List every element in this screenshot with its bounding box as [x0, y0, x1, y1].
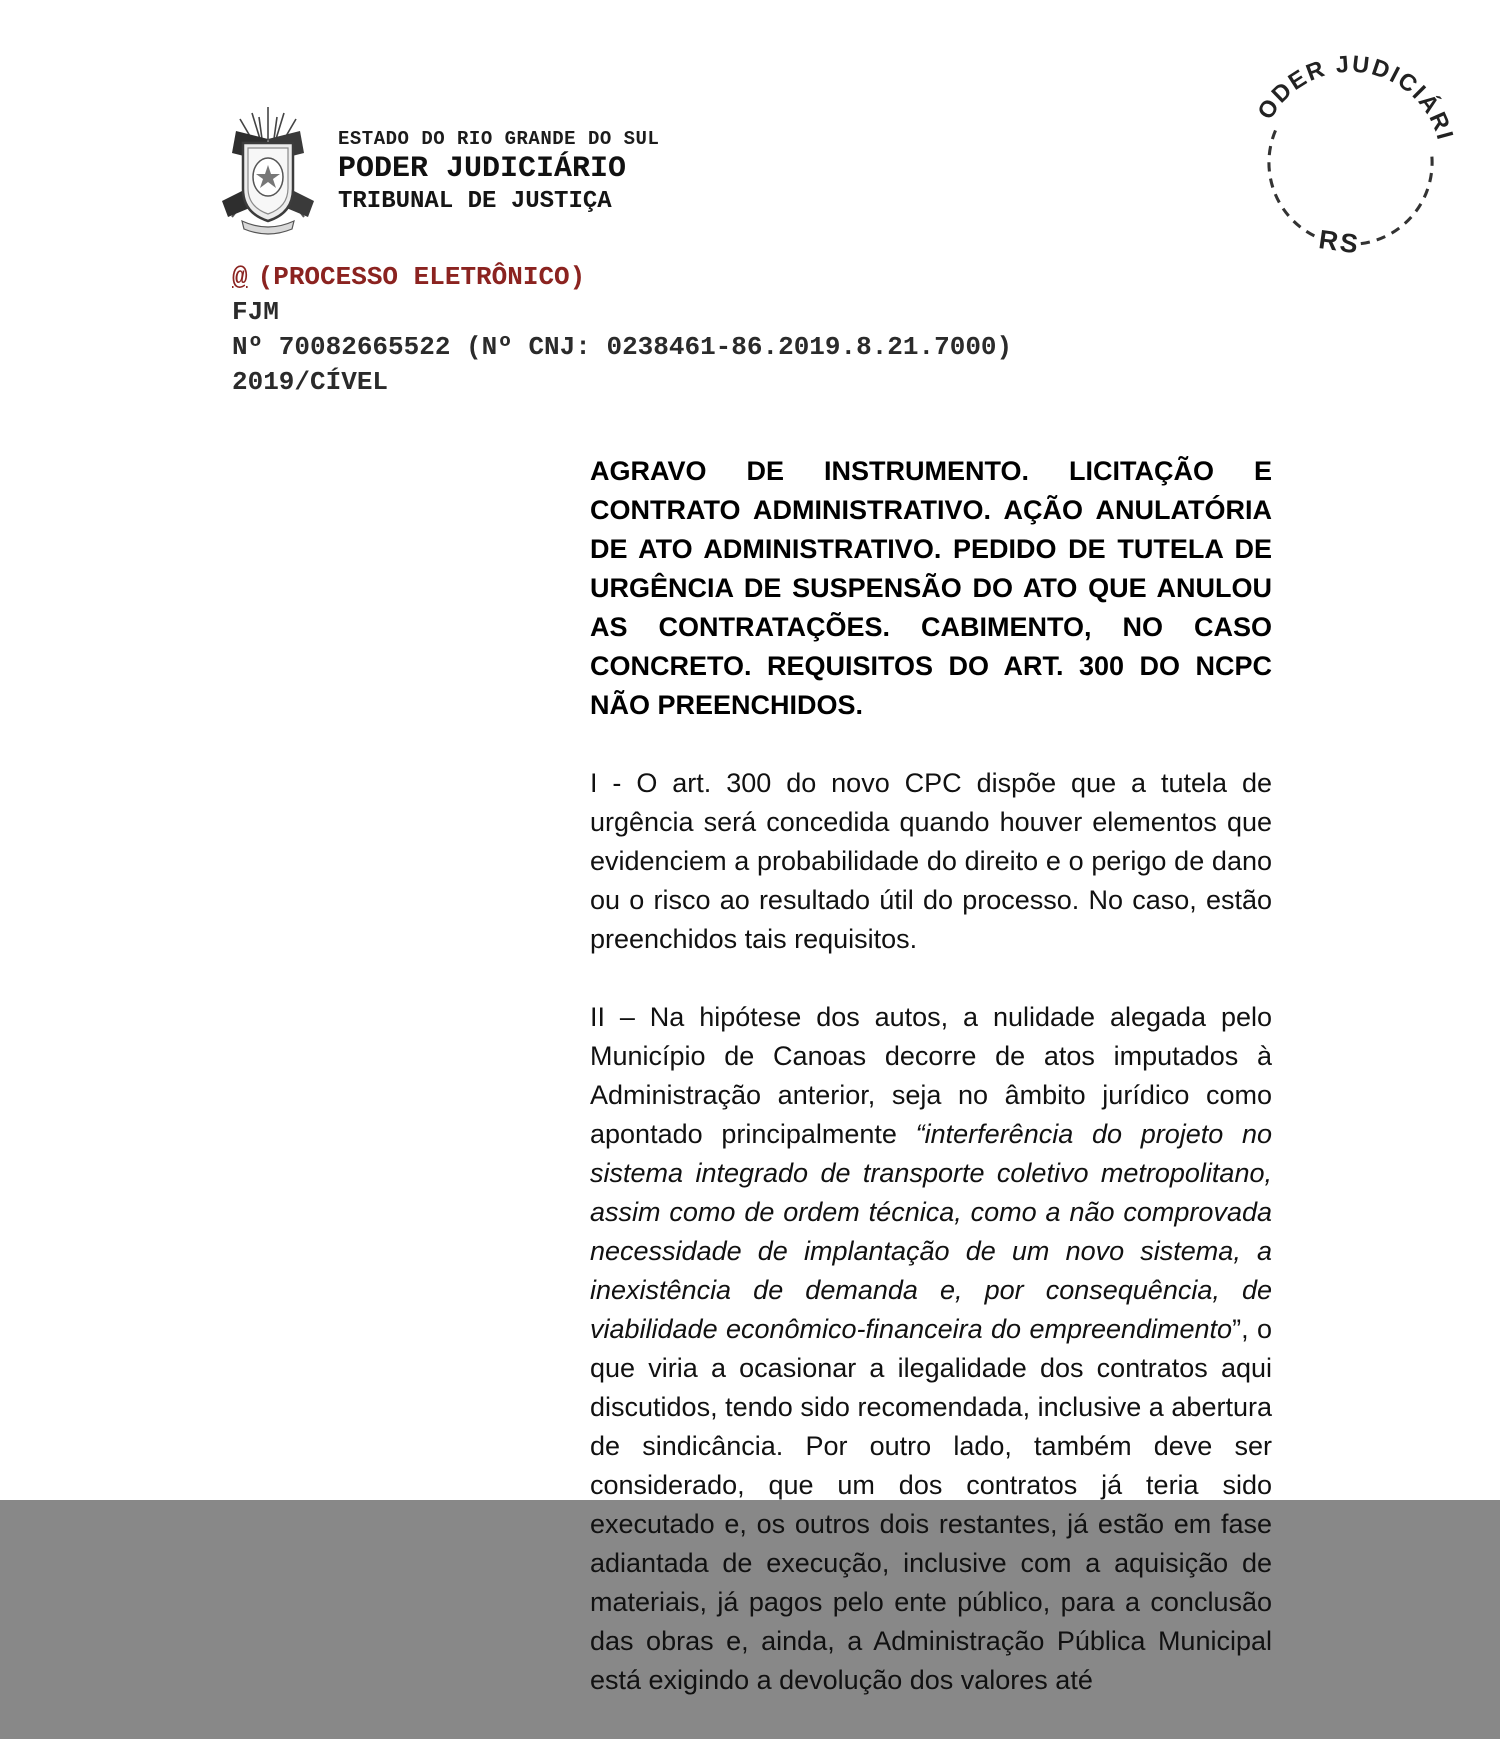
decision-headline: AGRAVO DE INSTRUMENTO. LICITAÇÃO E CONTRATO ADMINISTRATIVO. AÇÃO ANULATÓRIA DE ATO ADMINISTRATIVO. PEDIDO DE TUTELA DE URGÊNCIA DE SUSPENSÃO DO ATO QUE ANULOU AS CONTRATAÇÕES. CABIMENTO, NO CASO CONCRETO. REQUISITOS DO ART. 300 DO NCPC NÃO PREENCHIDOS.	[590, 456, 1272, 720]
paragraph-2-quote: “interferência do projeto no sistema integrado de transporte coletivo metropolitano, assim como de ordem técnica, como a não comprovada necessidade de implantação de um novo sistema, a inexistência de demanda e, por consequência, de viabilidade econômico-financeira do empreendimento	[590, 1119, 1272, 1344]
paragraph-item-2	[590, 998, 1272, 1700]
org-tribunal-line: TRIBUNAL DE JUSTIÇA	[338, 187, 612, 215]
paragraph-item-1: I - O art. 300 do novo CPC dispõe que a tutela de urgência será concedida quando houver elementos que evidenciem a probabilidade do direito e o perigo de dano ou o risco ao resultado útil do processo. No caso, estão preenchidos tais requisitos.	[590, 768, 1272, 954]
document-header	[212, 105, 659, 237]
at-symbol: @	[232, 262, 248, 292]
org-state-line: ESTADO DO RIO GRANDE DO SUL	[338, 127, 660, 150]
process-id-block	[232, 260, 1012, 400]
svg-text:PODER JUDICIÁRIO	[1238, 42, 1463, 150]
electronic-process-label: (PROCESSO ELETRÔNICO)	[257, 262, 586, 292]
paragraph-2-lead: II – Na hipótese dos autos, a nulidade alegada pelo Município de Canoas decorre de atos imputados à Administração anterior, seja no âmbito jurídico como apontado principalmente	[590, 1002, 1272, 1149]
stamp-arc-text: PODER JUDICIÁRIO	[1252, 50, 1459, 144]
paragraph-2-tail: ”, o que viria a ocasionar a ilegalidade dos contratos aqui discutidos, tendo sido recomendada, inclusive a abertura de sindicância. Por outro lado, também deve ser considerado, que um dos contratos já teria sido executado e, os outros dois restantes, já estão em fase adiantada de execução, inclusive com a aquisição de materiais, já pagos pelo ente público, para a conclusão das obras e, ainda, a Administração Pública Municipal está exigindo a devolução dos valores até	[590, 1314, 1272, 1695]
process-number-line: Nº 70082665522 (Nº CNJ: 0238461-86.2019.8.21.7000)	[232, 332, 1013, 362]
process-year-class: 2019/CÍVEL	[232, 367, 389, 397]
rapporteur-initials: FJM	[232, 297, 279, 327]
org-title-block	[338, 128, 659, 215]
decision-body	[590, 452, 1272, 1739]
electronic-process-line	[232, 260, 1012, 295]
judiciary-stamp	[1238, 42, 1463, 267]
org-judiciary-line: PODER JUDICIÁRIO	[338, 151, 627, 186]
stamp-rs-text: RS	[1316, 224, 1362, 260]
coat-of-arms-logo	[212, 105, 324, 237]
